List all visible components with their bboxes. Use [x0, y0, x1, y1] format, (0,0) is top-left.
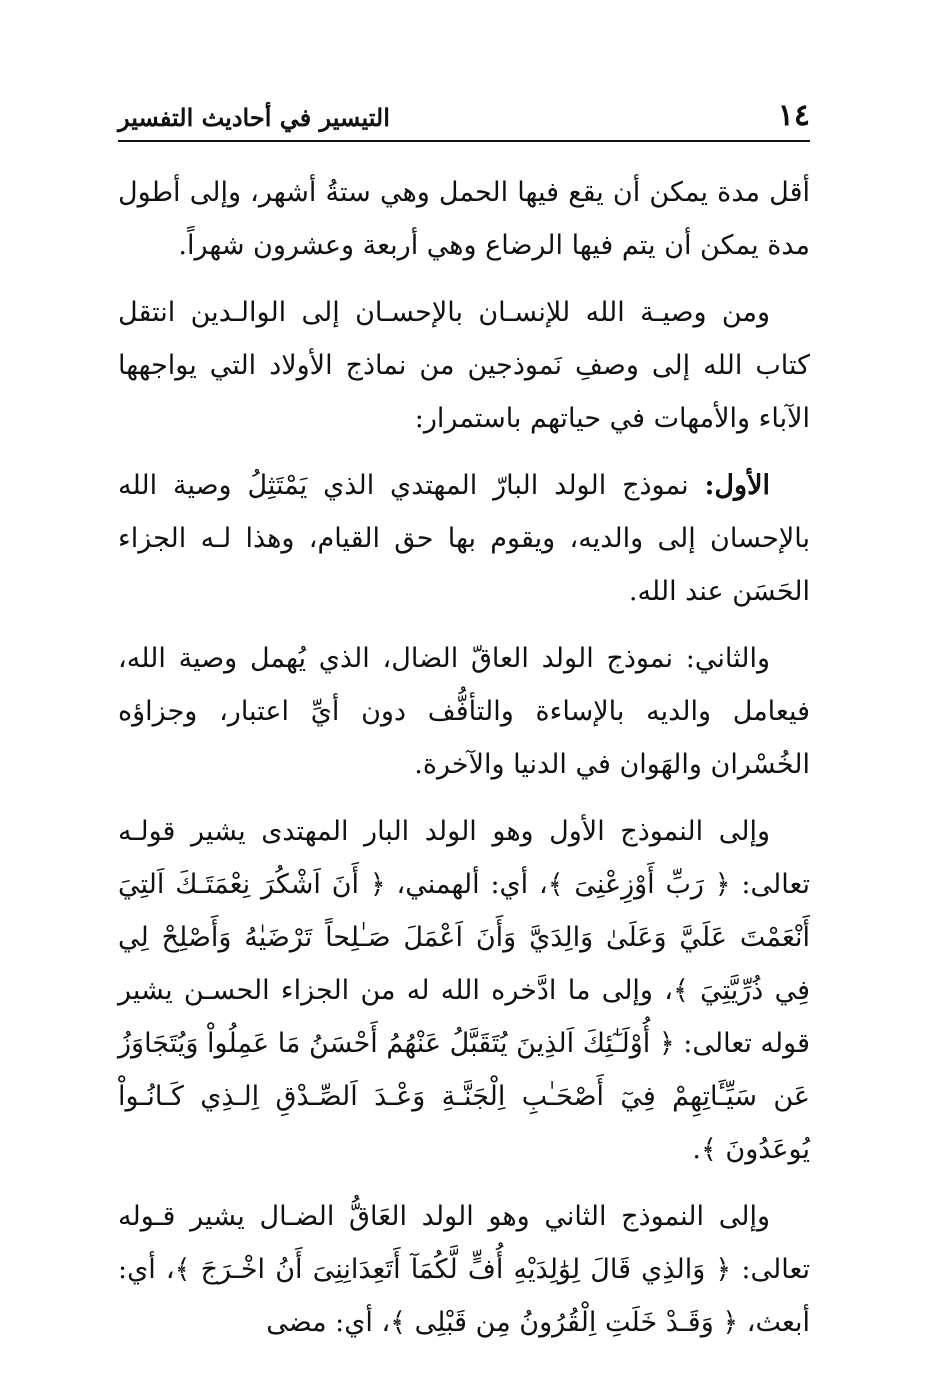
paragraph-4 — [118, 632, 810, 791]
paragraph-5-text: وإلى النموذج الأول وهو الولد البار المهتدى يشير قولـه تعالى: ﴿ رَبِّ أَوْزِعْنِىَ ﴾، أي: ألهمني، ﴿ أَنَ اَشْكُرَ نِعْمَتَـكَ اَلتِيَ أَنْعَمْتَ عَلَيَّ وَعَلَىٰ وَالِدَيَّ وَأَنَ اَعْمَلَ صَـٰلِحاً تَرْضَيٰهُ وَأَصْلِحْ لِي فِي ذُرِّيَّتِيَ ﴾، وإلى ما ادَّخره الله له من الجزاء الحسـن يشير قوله تعالى: ﴿ أُوْلَـٰٓئِكَ اَلذِينَ يُتَقَبَّلُ عَنْهُمُ أَحْسَنُ مَا عَمِلُواْ وَيُتَجَاوَزُ عَن سَيِّـَٔاتِهِمْ فِيٓ أَصْحَـٰبِ اِلْجَنَّـةِ وَعْـدَ اَلصِّـدْقِ اِلـذِي كَـانُـواْ يُوعَدُونَ ﴾. — [118, 816, 810, 1165]
paragraph-5 — [118, 805, 810, 1176]
paragraph-2-text: ومن وصيـة الله للإنسـان بالإحسـان إلى الوالـدين انتقل كتاب الله إلى وصفِ نَموذجين من نماذج الأولاد التي يواجهها الآباء والأمهات في حياتهم باستمرار: — [118, 297, 810, 434]
paragraph-2 — [118, 286, 810, 445]
book-title: التيسير في أحاديث التفسير — [118, 103, 390, 132]
paragraph-6-text: وإلى النموذج الثاني وهو الولد العَاقُّ الضـال يشير قـوله تعالى: ﴿ وَالذِي قَالَ لِوَٰلِدَيْهِ أُفٍّ لَّكُمَآ أَتَعِدَانِنِىَ أَنُ اخْـرَجَ ﴾، أي: أبعث، ﴿ وَقَـدْ خَلَتِ اِلْقُرُونُ مِن قَبْلِى ﴾، أي: مضى — [118, 1201, 810, 1338]
paragraph-3 — [118, 459, 810, 618]
paragraph-1-text: أقل مدة يمكن أن يقع فيها الحمل وهي ستةُ أشهر، وإلى أطول مدة يمكن أن يتم فيها الرضاع وهي أربعة وعشرون شهراً. — [118, 177, 810, 261]
page-number: ١٤ — [777, 98, 810, 133]
paragraph-4-text: والثاني: نموذج الولد العاقّ الضال، الذي يُهمل وصية الله، فيعامل والديه بالإساءة والتأفُّف دون أيِّ اعتبار، وجزاؤه الخُسْران والهَوان في الدنيا والآخرة. — [118, 643, 810, 780]
paragraph-6 — [118, 1190, 810, 1349]
running-header — [118, 96, 810, 142]
paragraph-1 — [118, 166, 810, 272]
body-text — [118, 166, 810, 1363]
paragraph-3-lead: الأول: — [704, 470, 770, 501]
paragraph-3-text: نموذج الولد البارّ المهتدي الذي يَمْتَثِلُ وصية الله بالإحسان إلى والديه، ويقوم بها حق القيام، وهذا لـه الجزاء الحَسَن عند الله. — [118, 470, 810, 607]
